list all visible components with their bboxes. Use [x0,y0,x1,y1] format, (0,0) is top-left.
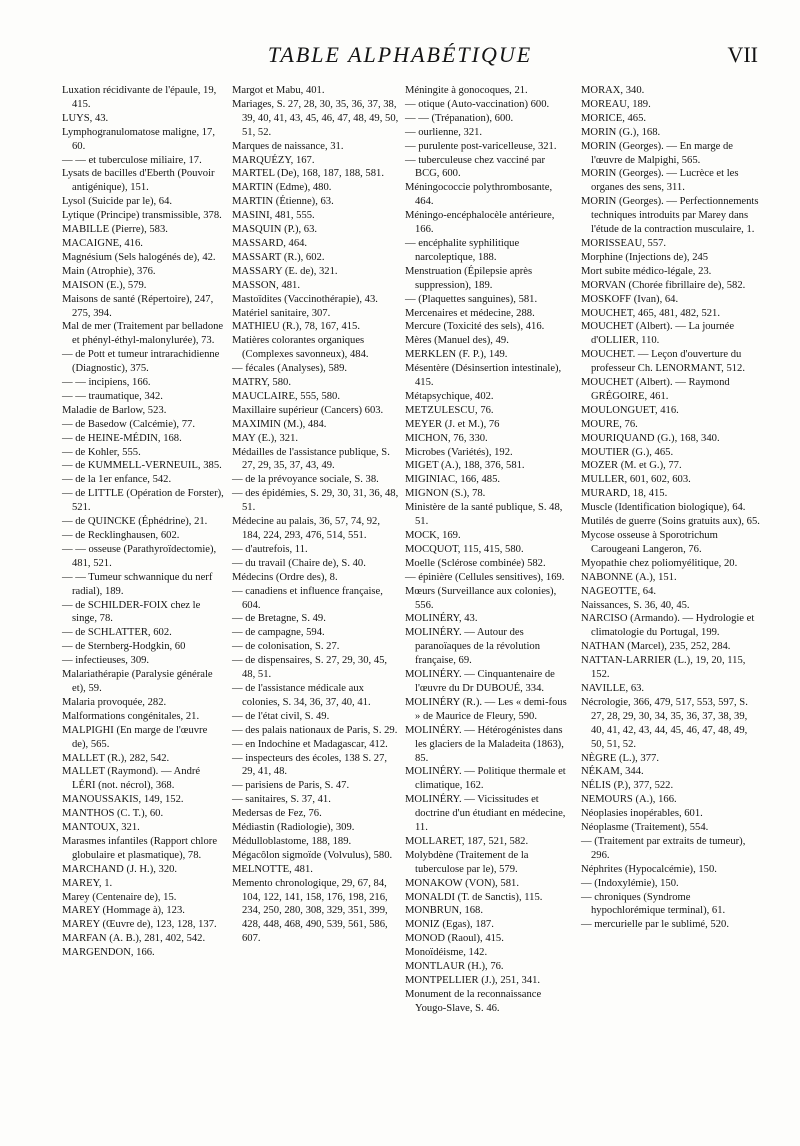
index-entry: MORVAN (Chorée fibrillaire de), 582. [581,279,746,291]
index-entry: Memento chronologique, 29, 67, 84, 104, 122, 141, 158, 176, 198, 216, 234, 250, 280, 308, 329, 351, 399, 428, 448, 468, 490, 539, 561, 586, 607. [232,877,388,945]
index-entry: MOLINÉRY. — Autour des paranoïaques de la révolution française, 69. [405,627,541,667]
index-entry: Lysats de bacilles d'Eberth (Pouvoir antigénique), 151. [62,168,215,194]
index-entry: NAVILLE, 63. [581,682,645,694]
index-entry: Médecins (Ordre des), 8. [232,571,338,583]
index-entry: Medersas de Fez, 76. [232,808,322,820]
index-entry: MORICE, 465. [581,112,647,124]
index-entry: — en Indochine et Madagascar, 412. [232,738,388,750]
index-entry: Malaria provoquée, 282. [62,696,167,708]
index-entry: — épinière (Cellules sensitives), 169. [405,571,565,583]
index-entry: — encéphalite syphilitique narcoleptique, 188. [405,237,520,263]
index-entry: Marey (Centenaire de), 15. [62,891,177,903]
index-entry: Menstruation (Épilepsie après suppression), 189. [405,265,533,291]
index-entry: MONOD (Raoul), 415. [405,933,504,945]
index-entry: Mycose osseuse à Sporotrichum Carougeani Langeron, 76. [581,530,718,555]
index-entry: MICHON, 76, 330. [405,432,488,444]
index-entry: MASSARY (E. de), 321. [232,265,338,277]
index-entry: MARFAN (A. B.), 281, 402, 542. [62,933,206,945]
index-entry: MAUCLAIRE, 555, 580. [232,390,340,402]
index-entry: MASSON, 481. [232,279,300,291]
index-entry: — de Basedow (Calcémie), 77. [62,418,195,430]
index-entry: Mastoïdites (Vaccinothérapie), 43. [232,293,378,305]
index-entry: Mutilés de guerre (Soins gratuits aux), 65. [581,516,760,528]
index-entry: Méningite à gonocoques, 21. [405,85,528,96]
index-entry: Mal de mer (Traitement par belladone et phényl-éthyl-malonylurée), 73. [62,321,224,347]
index-entry: — (Plaquettes sanguines), 581. [405,293,538,305]
index-entry: METZULESCU, 76. [405,404,494,416]
index-entry: MOUTIER (G.), 465. [581,446,674,458]
index-column-4 [581,84,761,932]
index-entry: — — osseuse (Parathyroïdectomie), 481, 521. [62,543,217,569]
index-entry: Mésentère (Désinsertion intestinale), 415. [405,363,562,389]
index-entry: Main (Atrophie), 376. [62,265,156,277]
index-entry: Médulloblastome, 188, 189. [232,835,352,847]
index-entry: — otique (Auto-vaccination) 600. [405,98,550,110]
index-column-2 [232,84,400,946]
page-number: VII [727,42,758,67]
index-entry: Lytique (Principe) transmissible, 378. [62,210,222,222]
index-entry: MIGET (A.), 188, 376, 581. [405,460,525,472]
index-entry: MONTLAUR (H.), 76. [405,961,504,973]
index-entry: MONIZ (Egas), 187. [405,919,494,931]
index-entry: — (Indoxylémie), 150. [581,877,679,889]
index-entry: NÉKAM, 344. [581,766,644,778]
index-entry: MEYER (J. et M.), 76 [405,418,500,430]
index-entry: Microbes (Variétés), 192. [405,446,513,458]
index-entry: MACAIGNE, 416. [62,237,143,249]
running-title: TABLE ALPHABÉTIQUE [267,42,533,67]
index-entry: — de la prévoyance sociale, S. 38. [232,474,379,486]
index-entry: NABONNE (A.), 151. [581,571,677,583]
index-entry: — de dispensaires, S. 27, 29, 30, 45, 48, 51. [232,655,388,681]
index-entry: Marasmes infantiles (Rapport chlore globulaire et plasmatique), 78. [62,835,218,861]
index-entry: MIGINIAC, 166, 485. [405,474,501,486]
index-entry: MARTIN (Edme), 480. [232,182,332,194]
index-entry: MORIN (G.), 168. [581,126,661,138]
index-entry: — de HEINE-MÉDIN, 168. [62,432,182,444]
index-entry: MAREY, 1. [62,877,113,889]
index-entry: — du travail (Chaire de), S. 40. [232,557,366,569]
index-entry: NÉLIS (P.), 377, 522. [581,780,674,792]
index-entry: — tuberculeuse chez vacciné par BCG, 600. [405,154,545,180]
index-entry: Maladie de Barlow, 523. [62,404,167,416]
index-entry: — — traumatique, 342. [62,390,163,402]
index-entry: MONBRUN, 168. [405,905,483,917]
index-entry: MORIN (Georges). — En marge de l'œuvre de Malpighi, 565. [581,140,734,166]
index-entry: Matériel sanitaire, 307. [232,307,331,319]
index-entry: Mœurs (Surveillance aux colonies), 556. [405,585,557,611]
index-entry: MONALDI (T. de Sanctis), 115. [405,891,543,903]
index-entry: MOCQUOT, 115, 415, 580. [405,543,524,555]
index-entry: MANTHOS (C. T.), 60. [62,808,164,820]
index-entry: — de SCHLATTER, 602. [62,627,172,639]
index-entry: MANTOUX, 321. [62,822,140,834]
index-entry: MERKLEN (F. P.), 149. [405,349,508,361]
index-entry: NEMOURS (A.), 166. [581,794,677,806]
index-entry: Méningococcie polythrombosante, 464. [405,182,553,208]
index-entry: Nécrologie, 366, 479, 517, 553, 597, S. 27, 28, 29, 30, 34, 35, 36, 37, 38, 39, 40, 41, 42, 43, 44, 45, 46, 47, 48, 49, 50, 51, 52. [581,696,748,750]
index-entry: MELNOTTE, 481. [232,863,313,875]
index-entry: Margot et Mabu, 401. [232,85,325,96]
index-entry: — ourlienne, 321. [405,126,483,138]
index-entry: MOLINÉRY, 43. [405,613,478,625]
index-entry: Magnésium (Sels halogénés de), 42. [62,251,216,263]
index-entry: Mort subite médico-légale, 23. [581,265,712,277]
index-entry: Naissances, S. 36, 40, 45. [581,599,690,611]
index-entry: Néoplasies inopérables, 601. [581,808,703,820]
index-entry: Malariathérapie (Paralysie générale et), 59. [62,669,213,694]
index-entry: MOLINÉRY. — Cinquantenaire de l'œuvre du Dr DUBOUÉ, 334. [405,669,555,694]
index-entry: — fécales (Analyses), 589. [232,363,348,375]
index-entry: MULLER, 601, 602, 603. [581,474,691,486]
index-entry: Mégacôlon sigmoïde (Volvulus), 580. [232,849,393,861]
index-entry: Muscle (Identification biologique), 64. [581,502,746,514]
index-entry: MOLINÉRY. — Politique thermale et climatique, 162. [405,766,566,792]
index-entry: — mercurielle par le sublimé, 520. [581,919,729,931]
index-entry: — de QUINCKE (Éphédrine), 21. [62,516,208,528]
index-entry: — chroniques (Syndrome hypochlorémique terminal), 61. [581,891,726,917]
index-entry: — purulente post-varicelleuse, 321. [405,140,557,152]
index-entry: MORIN (Georges). — Perfectionnements techniques introduits par Marey dans l'étude de la contraction musculaire, 1. [581,196,759,236]
index-entry: Médailles de l'assistance publique, S. 27, 29, 35, 37, 43, 49. [232,446,390,472]
index-entry: MAREY (Hommage à), 123. [62,905,185,917]
index-entry: NATTAN-LARRIER (L.), 19, 20, 115, 152. [581,655,746,681]
index-entry: MAISON (E.), 579. [62,279,147,291]
index-entry: — — incipiens, 166. [62,377,151,389]
index-entry: MOCK, 169. [405,530,461,541]
index-entry: — de Pott et tumeur intrarachidienne (Diagnostic), 375. [62,349,220,375]
index-entry: MOULONGUET, 416. [581,404,679,416]
index-entry: Monument de la reconnaissance Yougo-Slave, S. 46. [405,988,542,1014]
index-entry: MORISSEAU, 557. [581,237,667,249]
index-entry: MALPIGHI (En marge de l'œuvre de), 565. [62,724,208,750]
index-entry: LUYS, 43. [62,112,109,124]
index-entry: MASINI, 481, 555. [232,210,315,222]
index-entry: Luxation récidivante de l'épaule, 19, 415. [62,85,217,110]
index-entry: MAY (E.), 321. [232,432,299,444]
index-entry: MORIN (Georges). — Lucrèce et les organes des sens, 311. [581,168,739,194]
index-entry: Métapsychique, 402. [405,390,494,402]
index-entry: MOUCHET, 465, 481, 482, 521. [581,307,720,319]
index-entry: — des palais nationaux de Paris, S. 29. [232,724,398,736]
index-column-1 [62,84,226,960]
index-entry: Myopathie chez poliomyélitique, 20. [581,557,738,569]
index-entry: NARCISO (Armando). — Hydrologie et climatologie du Portugal, 199. [581,613,755,639]
index-entry: Maxillaire supérieur (Cancers) 603. [232,404,384,416]
index-column-3 [405,84,571,1016]
index-entry: Monoïdéisme, 142. [405,947,488,959]
index-entry: Lysol (Suicide par le), 64. [62,196,173,208]
index-entry: — d'autrefois, 11. [232,543,308,555]
index-entry: — de KUMMELL-VERNEUIL, 385. [62,460,222,472]
index-entry: MIGNON (S.), 78. [405,488,486,500]
index-entry: — — (Trépanation), 600. [405,112,514,124]
index-entry: Médecine au palais, 36, 57, 74, 92, 184, 224, 293, 476, 514, 551. [232,516,380,541]
index-entry: Mariages, S. 27, 28, 30, 35, 36, 37, 38, 39, 40, 41, 43, 45, 46, 47, 48, 49, 50, 51, 52. [232,98,399,138]
index-entry: Néoplasme (Traitement), 554. [581,822,709,834]
index-entry: — parisiens de Paris, S. 47. [232,780,350,792]
index-entry: Méningo-encéphalocèle antérieure, 166. [405,210,555,236]
index-entry: Ministère de la santé publique, S. 48, 51. [405,502,563,528]
index-entry: — de Recklinghausen, 602. [62,530,180,541]
index-entry: — sanitaires, S. 37, 41. [232,794,331,806]
index-entry: MONTPELLIER (J.), 251, 341. [405,975,541,986]
index-entry: MOREAU, 189. [581,98,651,110]
index-entry: MAREY (Œuvre de), 123, 128, 137. [62,919,217,931]
index-entry: Morphine (Injections de), 245 [581,251,709,263]
index-entry: MABILLE (Pierre), 583. [62,224,168,236]
index-entry: MOLLARET, 187, 521, 582. [405,835,529,847]
index-entry: — de Bretagne, S. 49. [232,613,326,625]
index-entry: MOUCHET (Albert). — La journée d'OLLIER, 110. [581,321,735,347]
index-entry: MOLINÉRY. — Hétérogénistes dans les glaciers de la Maladeita (1863), 85. [405,724,564,764]
index-entry: MASSART (R.), 602. [232,251,325,263]
index-entry: NAGEOTTE, 64. [581,585,657,597]
index-entry: — de SCHILDER-FOIX chez le singe, 78. [62,599,201,625]
index-entry: — canadiens et influence française, 604. [232,585,383,611]
index-entry: Molybdène (Traitement de la tuberculose par le), 579. [405,849,529,875]
index-entry: MANOUSSAKIS, 149, 152. [62,794,184,806]
index-entry: MASQUIN (P.), 63. [232,224,318,236]
index-entry: — de l'assistance médicale aux colonies, S. 34, 36, 37, 40, 41. [232,682,371,708]
index-entry: Maisons de santé (Répertoire), 247, 275, 394. [62,293,214,319]
index-entry: — des épidémies, S. 29, 30, 31, 36, 48, 51. [232,488,399,514]
index-entry: Mercure (Toxicité des sels), 416. [405,321,545,333]
index-entry: NÈGRE (L.), 377. [581,752,659,764]
index-entry: Mercenaires et médecine, 288. [405,307,535,319]
index-entry: — infectieuses, 309. [62,655,150,667]
index-entry: — de la 1er enfance, 542. [62,474,172,486]
index-entry: MORAX, 340. [581,85,645,96]
index-entry: — (Traitement par extraits de tumeur), 296. [581,835,746,861]
index-entry: MALLET (Raymond). — André LÉRI (not. nécrol), 368. [62,766,201,792]
index-entry: MOUCHET. — Leçon d'ouverture du professeur Ch. LENORMANT, 512. [581,349,745,375]
index-entry: MARTEL (De), 168, 187, 188, 581. [232,168,384,180]
index-entry: MAXIMIN (M.), 484. [232,418,327,430]
index-entry: NATHAN (Marcel), 235, 252, 284. [581,641,731,653]
index-entry: Moelle (Sclérose combinée) 582. [405,557,546,569]
index-entry: — de LITTLE (Opération de Forster), 521. [62,488,224,514]
index-entry: MATHIEU (R.), 78, 167, 415. [232,321,360,333]
index-entry: MONAKOW (VON), 581. [405,877,519,889]
index-entry: — — Tumeur schwannique du nerf radial), 189. [62,571,213,597]
index-entry: MOZER (M. et G.), 77. [581,460,682,472]
index-entry: Lymphogranulomatose maligne, 17, 60. [62,126,215,152]
index-entry: MOUCHET (Albert). — Raymond GRÉGOIRE, 461. [581,377,730,402]
index-entry: MOURIQUAND (G.), 168, 340. [581,432,720,444]
index-entry: — de l'état civil, S. 49. [232,710,330,722]
index-entry: Malformations congénitales, 21. [62,710,200,722]
index-entry: Marques de naissance, 31. [232,140,344,152]
index-entry: MARCHAND (J. H.), 320. [62,863,178,875]
index-entry: — inspecteurs des écoles, 138 S. 27, 29, 41, 48. [232,752,388,778]
index-entry: MOSKOFF (Ivan), 64. [581,293,679,305]
index-entry: — de Sternberg-Hodgkin, 60 [62,641,186,653]
index-entry: MARTIN (Étienne), 63. [232,196,334,208]
index-entry: — de Kohler, 555. [62,446,141,458]
index-entry: — de colonisation, S. 27. [232,641,340,653]
index-entry: MURARD, 18, 415. [581,488,668,500]
index-entry: MOLINÉRY. — Vicissitudes et doctrine d'un étudiant en médecine, 11. [405,794,566,834]
index-entry: Médiastin (Radiologie), 309. [232,822,355,834]
index-entry: Matières colorantes organiques (Complexes savonneux), 484. [232,335,369,361]
index-entry: — de campagne, 594. [232,627,325,639]
index-entry: MASSARD, 464. [232,237,308,249]
index-entry: MATRY, 580. [232,377,291,389]
index-entry: MALLET (R.), 282, 542. [62,752,170,764]
index-entry: — — et tuberculose miliaire, 17. [62,154,202,166]
index-entry: MOURE, 76. [581,418,638,430]
index-entry: MARQUÉZY, 167. [232,154,315,166]
index-entry: MARGENDON, 166. [62,947,155,959]
index-entry: Néphrites (Hypocalcémie), 150. [581,863,717,875]
index-entry: MOLINÉRY (R.). — Les « demi-fous » de Maurice de Fleury, 590. [405,696,567,722]
index-entry: Mères (Manuel des), 49. [405,335,509,347]
